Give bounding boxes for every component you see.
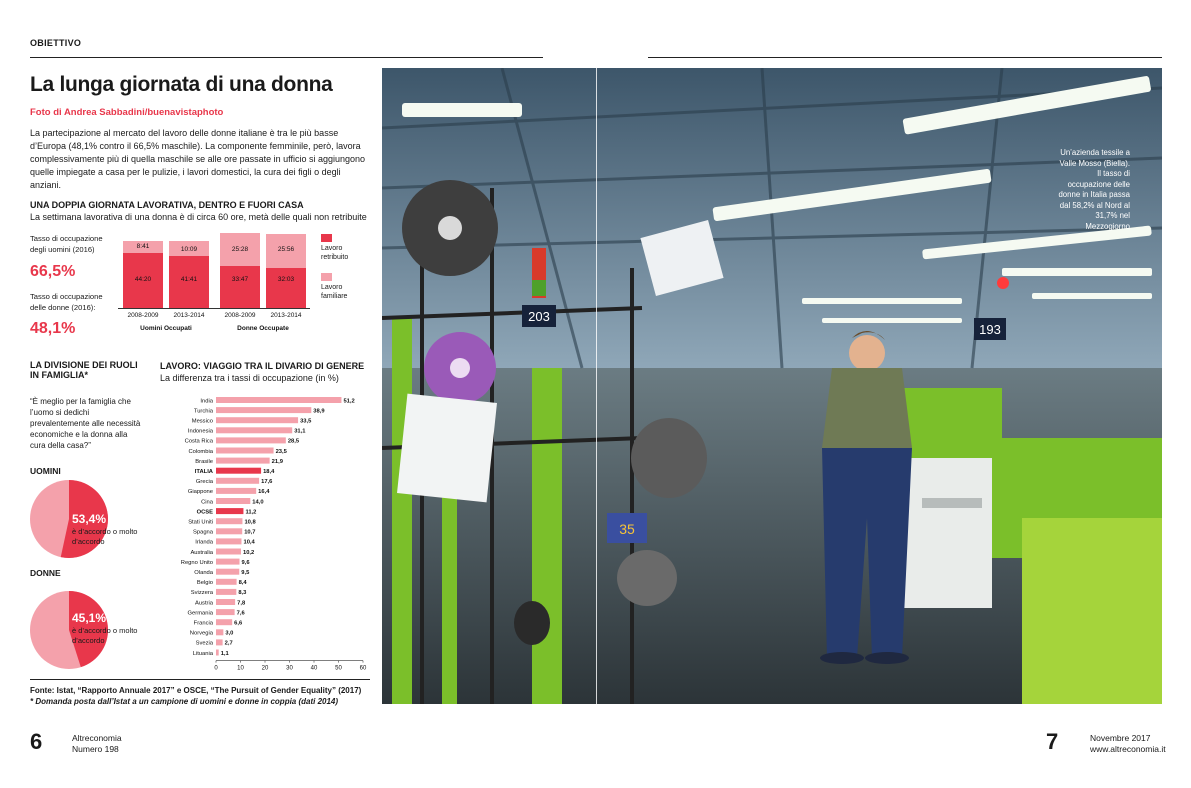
gap-bar xyxy=(216,427,292,433)
gap-value-label: 1,1 xyxy=(220,650,229,657)
roles-heading: LA DIVISIONE DEI RUOLI IN FAMIGLIA* xyxy=(30,360,138,380)
men-pie-value: 53,4% xyxy=(72,512,107,526)
gap-tick-label: 20 xyxy=(261,665,269,672)
gap-category-label: Turchia xyxy=(193,408,213,415)
label-women-1314-paid: 32:03 xyxy=(277,276,295,283)
gap-category-label: Brasile xyxy=(195,458,213,465)
legend-paid-swatch xyxy=(321,234,332,242)
gap-category-label: Lituania xyxy=(192,650,213,657)
gap-tick-label: 60 xyxy=(359,665,367,672)
workday-chart xyxy=(118,228,310,342)
label-men-0809-paid: 44:20 xyxy=(134,276,152,283)
women-rate-value: 48,1% xyxy=(30,320,76,337)
gap-value-label: 23,5 xyxy=(275,448,287,455)
gap-value-label: 8,3 xyxy=(238,590,247,597)
women-rate-label: Tasso di occupazione delle donne (2016): xyxy=(30,292,103,312)
gap-tick-label: 40 xyxy=(310,665,318,672)
gap-category-label: Germania xyxy=(187,610,213,617)
article-intro: La partecipazione al mercato del lavoro delle donne italiane è tra le più basse d’Europa (48,1% contro il 66,5% maschile). La componente femminile, però, lavora complessivamente più di quella maschile se alle ore passate in ufficio si aggiungono quelle impiegate a casa per le pulizie, i lavori domestici, la cura dei figli o degli anziani. xyxy=(30,128,366,190)
gap-value-label: 38,9 xyxy=(313,408,325,415)
gap-value-label: 21,9 xyxy=(271,458,283,465)
machine-tag-193: 193 xyxy=(979,322,1001,337)
workday-heading: UNA DOPPIA GIORNATA LAVORATIVA, DENTRO E FUORI CASA xyxy=(30,200,304,210)
header-rule-right xyxy=(648,57,1162,58)
machine-tag-35: 35 xyxy=(619,521,635,537)
gap-bar xyxy=(216,559,240,565)
gap-value-label: 51,2 xyxy=(343,398,355,405)
photo-credit: Foto di Andrea Sabbadini/buenavistaphoto xyxy=(30,107,224,118)
gap-value-label: 9,6 xyxy=(241,559,250,566)
gap-category-label: Svizzera xyxy=(190,590,213,597)
sources-rule xyxy=(30,679,370,680)
gap-category-label: Svezia xyxy=(195,640,213,647)
article-title: La lunga giornata di una donna xyxy=(30,73,333,96)
label-men-1314-paid: 41:41 xyxy=(180,276,198,283)
bar-women-0809-paid xyxy=(220,266,260,308)
gap-category-label: Giappone xyxy=(187,489,213,496)
gap-bar xyxy=(216,569,239,575)
tick-women-0809: 2008-2009 xyxy=(224,312,256,319)
left-page-number: 6 xyxy=(30,729,43,754)
label-men-1314-family: 10:09 xyxy=(180,246,198,253)
right-date: Novembre 2017 xyxy=(1090,733,1151,743)
gap-value-label: 9,5 xyxy=(241,570,250,576)
gap-value-label: 33,5 xyxy=(300,418,312,425)
gap-bar xyxy=(216,468,261,474)
gap-bar xyxy=(216,397,341,403)
gap-value-label: 10,2 xyxy=(242,549,255,556)
gap-bar xyxy=(216,498,250,504)
group-women-label: Donne Occupate xyxy=(237,325,289,332)
gap-bar xyxy=(216,528,242,534)
header-rule-left xyxy=(30,57,543,58)
gap-bar xyxy=(216,599,235,605)
gap-category-label: Cina xyxy=(201,499,213,506)
label-women-1314-family: 25:56 xyxy=(277,246,295,253)
gap-tick-label: 10 xyxy=(237,665,244,672)
gap-bar xyxy=(216,407,311,413)
women-pie-value: 45,1% xyxy=(72,611,107,625)
tick-men-1314: 2013-2014 xyxy=(173,312,205,319)
gap-bar xyxy=(216,448,274,454)
photo-caption: Un’azienda tessile a Valle Mosso (Biella). Il tasso di occupazione delle donne in Italia passa dal 58,2% al Nord al 31,7% nel Mezzogiorno xyxy=(1058,148,1130,231)
gap-value-label: 14,0 xyxy=(252,499,264,506)
label-women-0809-paid: 33:47 xyxy=(231,276,249,283)
gap-bars xyxy=(181,397,355,657)
gap-chart xyxy=(160,394,375,676)
gap-bar xyxy=(216,549,241,555)
gap-category-label: Irlanda xyxy=(195,539,213,546)
gap-subheading: La differenza tra i tassi di occupazione (in %) xyxy=(160,373,339,383)
gap-tick-label: 0 xyxy=(214,665,218,672)
women-pie-text: è d’accordo o molto d’accordo xyxy=(72,626,138,645)
workday-baseline xyxy=(118,308,310,309)
gap-value-label: 6,6 xyxy=(234,620,243,627)
gap-bar xyxy=(216,458,270,464)
gap-category-label: Spagna xyxy=(193,529,213,536)
gap-category-label: Olanda xyxy=(194,570,213,576)
legend-paid-label: Lavoro retribuito xyxy=(321,245,349,261)
gap-category-label: Australia xyxy=(190,549,213,556)
gap-value-label: 11,2 xyxy=(245,509,257,516)
right-page-number: 7 xyxy=(1046,729,1059,754)
left-issue: Numero 198 xyxy=(72,744,119,754)
gap-bar xyxy=(216,518,242,524)
gap-category-label: Belgio xyxy=(196,580,213,587)
gap-category-label: Regno Unito xyxy=(180,559,213,566)
gap-value-label: 10,8 xyxy=(244,519,256,526)
gap-bar xyxy=(216,478,259,484)
tick-men-0809: 2008-2009 xyxy=(127,312,159,319)
gap-category-label: India xyxy=(200,398,213,405)
gap-tick-label: 30 xyxy=(286,665,293,672)
gap-bar xyxy=(216,639,223,645)
gap-value-label: 8,4 xyxy=(238,580,247,587)
gap-axis xyxy=(214,661,367,672)
gap-category-label: Austria xyxy=(194,600,213,607)
gap-value-label: 16,4 xyxy=(258,489,270,496)
group-men-label: Uomini Occupati xyxy=(140,325,192,332)
men-pie-text: è d’accordo o molto d’accordo xyxy=(72,527,138,546)
gap-value-label: 17,6 xyxy=(261,479,273,486)
gap-category-label: Norvegia xyxy=(189,630,213,637)
factory-illustration xyxy=(382,68,1162,704)
gap-value-label: 18,4 xyxy=(263,469,275,475)
section-label: OBIETTIVO xyxy=(30,38,82,48)
gap-bar xyxy=(216,437,286,443)
gap-bar xyxy=(216,589,236,595)
gap-category-label: ITALIA xyxy=(194,469,213,475)
machine-tag-203: 203 xyxy=(528,309,550,324)
gap-category-label: OCSE xyxy=(196,509,213,516)
bar-women-1314-paid xyxy=(266,268,306,308)
gap-value-label: 3,0 xyxy=(225,630,234,637)
gap-category-label: Indonesia xyxy=(187,428,213,435)
legend-family-label: Lavoro familiare xyxy=(321,284,348,300)
men-rate-value: 66,5% xyxy=(30,263,76,280)
roles-question: “È meglio per la famiglia che l’uomo si dedichi prevalentemente alle necessità economiche e la donna alla cura della casa?” xyxy=(30,397,141,450)
gap-category-label: Costa Rica xyxy=(184,438,213,445)
gap-bar xyxy=(216,629,223,635)
gap-value-label: 2,7 xyxy=(224,640,233,647)
page-gutter xyxy=(596,68,597,704)
gap-bar xyxy=(216,609,235,615)
men-pie-label: UOMINI xyxy=(30,466,61,476)
gap-bar xyxy=(216,508,243,514)
tick-women-1314: 2013-2014 xyxy=(270,312,302,319)
women-pie-label: DONNE xyxy=(30,568,61,578)
label-women-0809-family: 25:28 xyxy=(231,246,249,253)
sources-line-1: Fonte: Istat, “Rapporto Annuale 2017” e OSCE, “The Pursuit of Gender Equality” (2017) xyxy=(30,686,362,695)
gap-bar xyxy=(216,538,241,544)
gap-bar xyxy=(216,579,237,585)
factory-photo xyxy=(382,68,1162,704)
gap-heading: LAVORO: VIAGGIO TRA IL DIVARIO DI GENERE xyxy=(160,361,365,371)
gap-bar xyxy=(216,650,219,656)
sources-line-2: * Domanda posta dall’Istat a un campione di uomini e donne in coppia (dati 2014) xyxy=(30,697,339,706)
gap-bar xyxy=(216,488,256,494)
gap-category-label: Stati Uniti xyxy=(188,519,213,526)
gap-value-label: 10,4 xyxy=(243,539,255,546)
gap-category-label: Grecia xyxy=(195,479,213,486)
gap-tick-label: 50 xyxy=(335,665,342,672)
gap-bar xyxy=(216,417,298,423)
gap-value-label: 7,6 xyxy=(236,610,245,617)
legend-family-swatch xyxy=(321,273,332,281)
gap-value-label: 31,1 xyxy=(294,428,306,435)
gap-value-label: 10,7 xyxy=(244,529,256,536)
left-publication: Altreconomia xyxy=(72,733,122,743)
right-url: www.altreconomia.it xyxy=(1090,744,1166,754)
gap-bar xyxy=(216,619,232,625)
gap-category-label: Messico xyxy=(191,418,213,425)
label-men-0809-family: 8:41 xyxy=(136,243,150,250)
gap-value-label: 28,5 xyxy=(287,438,300,445)
gap-category-label: Colombia xyxy=(188,448,213,455)
men-rate-label: Tasso di occupazione degli uomini (2016) xyxy=(30,234,103,254)
gap-value-label: 7,8 xyxy=(237,600,246,607)
workday-subheading: La settimana lavorativa di una donna è di circa 60 ore, metà delle quali non retribuite xyxy=(30,212,367,222)
gap-category-label: Francia xyxy=(193,620,213,627)
